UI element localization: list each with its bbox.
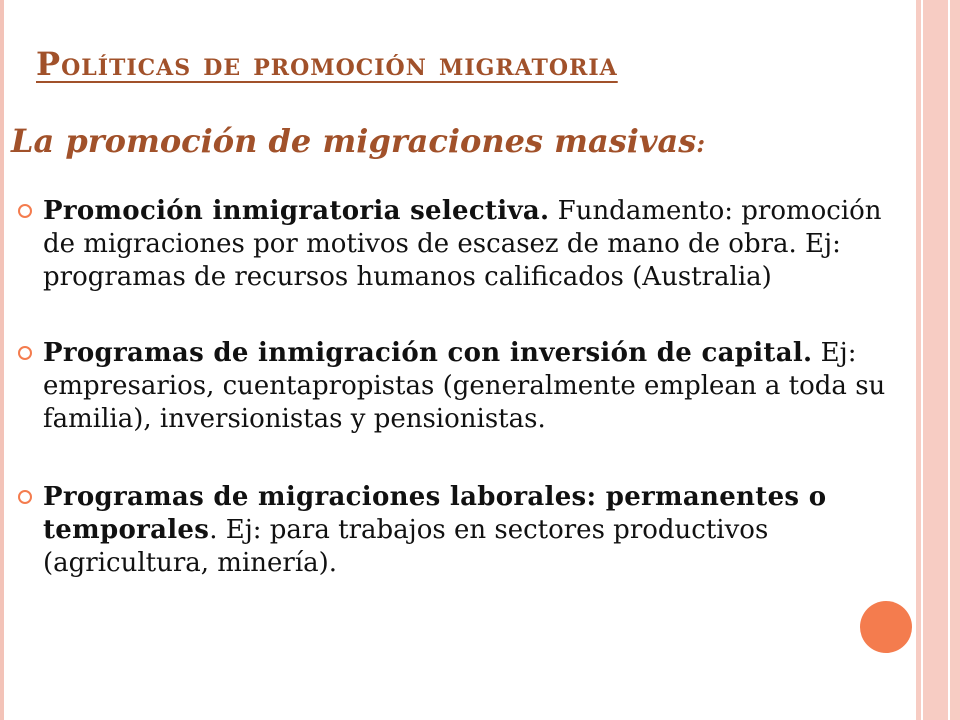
- bullet-item: [18, 481, 898, 580]
- right-band-line: [948, 0, 950, 720]
- bullet-item: [18, 195, 898, 294]
- bullet-ring-icon: [18, 346, 32, 360]
- slide-subtitle: [11, 122, 705, 160]
- slide-title: Políticas de promoción migratoria: [36, 45, 618, 83]
- bullet-heading: Programas de migraciones laborales: permanentes o temporales: [43, 482, 827, 545]
- bullet-ring-icon: [18, 490, 32, 504]
- bullet-text: . Ej: para trabajos en sectores productivos (agricultura, minería).: [43, 515, 769, 578]
- subtitle-text: La promoción de migraciones masivas: [11, 122, 697, 160]
- bullet-list: [18, 195, 898, 580]
- bullet-heading: Promoción inmigratoria selectiva.: [43, 196, 550, 226]
- decorative-circle: [860, 601, 912, 653]
- left-accent-rule: [0, 0, 4, 720]
- bullet-item: [18, 337, 898, 436]
- bullet-heading: Programas de inmigración con inversión de capital.: [43, 338, 813, 368]
- bullet-ring-icon: [18, 204, 32, 218]
- subtitle-colon: :: [696, 129, 706, 158]
- bullet-text: Ej: empresarios, cuentapropistas (generalmente emplean a toda su familia), inversionistas y pensionistas.: [43, 338, 886, 434]
- bullet-text: Fundamento: promoción de migraciones por motivos de escasez de mano de obra. Ej: programas de recursos humanos calificados (Australia): [43, 196, 882, 292]
- right-band-line: [921, 0, 923, 720]
